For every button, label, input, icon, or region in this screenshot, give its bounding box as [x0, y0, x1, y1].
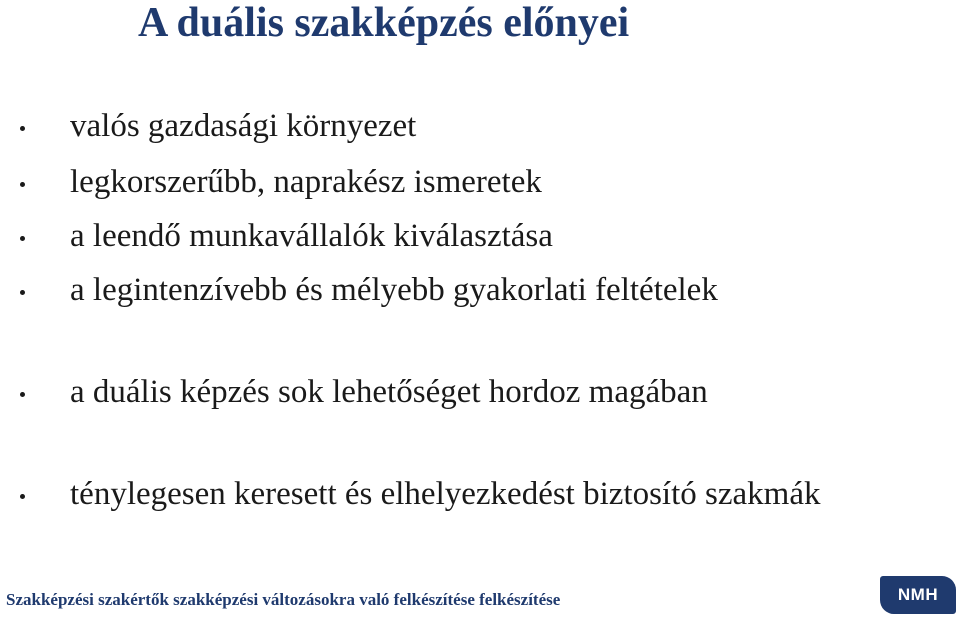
footer — [0, 586, 960, 619]
bullet-icon — [20, 182, 25, 187]
bullet-text: a leendő munkavállalók kiválasztása — [70, 218, 553, 254]
bullet-icon — [20, 126, 25, 131]
bullet-icon — [20, 494, 25, 499]
bullet-icon — [20, 236, 25, 241]
bullet-text: a legintenzívebb és mélyebb gyakorlati feltételek — [70, 272, 718, 308]
bullet-text: legkorszerűbb, naprakész ismeretek — [70, 164, 542, 200]
nmh-logo — [880, 576, 956, 614]
logo-text: NMH — [897, 585, 939, 604]
bullet-text: a duális képzés sok lehetőséget hordoz magában — [70, 374, 708, 410]
footer-text: Szakképzési szakértők szakképzési változásokra való felkészítése felkészítése — [6, 590, 561, 609]
bullet-icon — [20, 290, 25, 295]
bullet-text: valós gazdasági környezet — [70, 108, 417, 144]
slide-title: A duális szakképzés előnyei — [138, 0, 630, 46]
bullet-icon — [20, 392, 25, 397]
bullet-text: ténylegesen keresett és elhelyezkedést biztosító szakmák — [70, 476, 821, 512]
